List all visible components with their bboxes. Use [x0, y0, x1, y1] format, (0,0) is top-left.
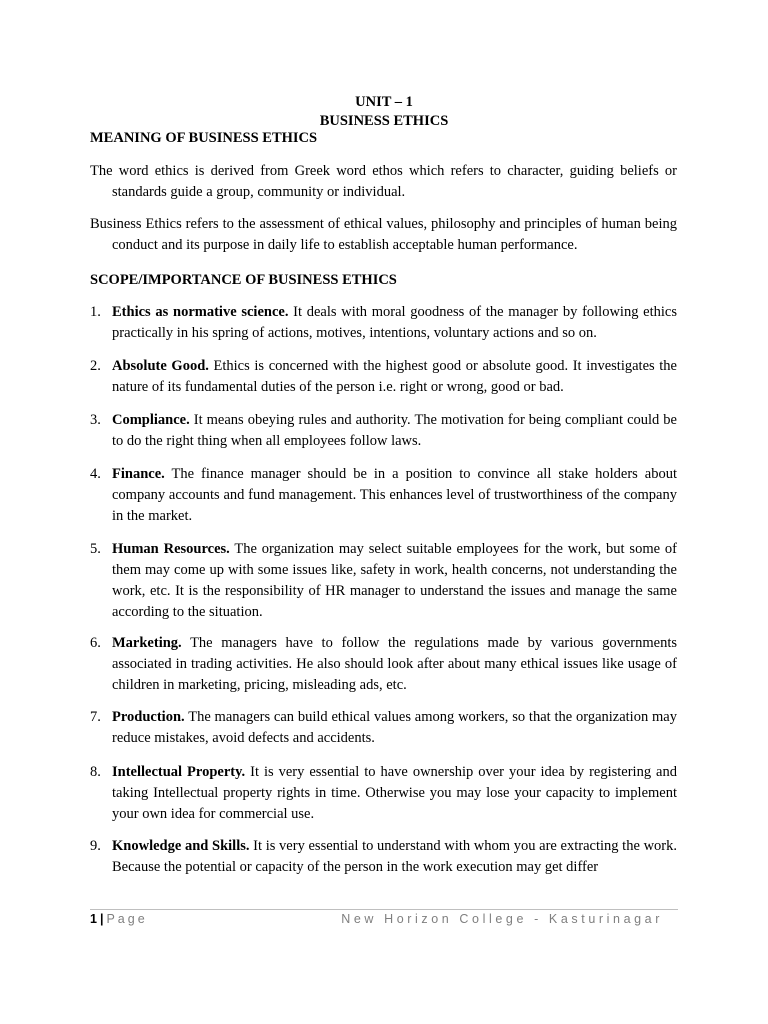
item-text: The finance manager should be in a position to convince all stake holders about company accounts and fund management. This enhances level of trustworthiness of the company in the market. — [112, 466, 677, 524]
list-item — [90, 633, 677, 696]
item-number: 2. — [90, 358, 101, 374]
item-lead: Finance. — [112, 466, 165, 482]
item-text: It is very essential to have ownership over your idea by registering and taking Intellectual property rights in time. Otherwise you may lose your capacity to implement your own idea for commercial use. — [112, 764, 677, 822]
list-item — [90, 762, 677, 825]
meaning-paragraph-1: The word ethics is derived from Greek word ethos which refers to character, guiding beliefs or standards guide a group, community or individual. — [90, 163, 677, 200]
list-item — [90, 707, 677, 749]
list-item — [90, 464, 677, 527]
item-text: It means obeying rules and authority. The motivation for being compliant could be to do the right thing when all employees follow laws. — [112, 412, 677, 449]
item-number: 6. — [90, 635, 101, 651]
scope-heading: SCOPE/IMPORTANCE OF BUSINESS ETHICS — [90, 272, 397, 288]
meaning-paragraph-2: Business Ethics refers to the assessment of ethical values, philosophy and principles of human being conduct and its purpose in daily life to establish acceptable human performance. — [90, 216, 677, 253]
item-text: The managers have to follow the regulations made by various governments associated in trading activities. He also should look after about many ethical issues like usage of children in marketing, pricing, misleading ads, etc. — [112, 635, 677, 693]
item-number: 8. — [90, 764, 101, 780]
list-item — [90, 356, 677, 398]
list-item — [90, 836, 677, 878]
item-number: 5. — [90, 541, 101, 557]
item-lead: Production. — [112, 709, 185, 725]
item-lead: Ethics as normative science. — [112, 304, 289, 320]
footer-divider — [90, 909, 678, 910]
item-number: 3. — [90, 412, 101, 428]
list-item — [90, 410, 677, 452]
item-lead: Compliance. — [112, 412, 190, 428]
item-number: 4. — [90, 466, 101, 482]
item-lead: Intellectual Property. — [112, 764, 246, 780]
list-item — [90, 302, 677, 344]
item-number: 7. — [90, 709, 101, 725]
footer-page-label — [90, 912, 148, 926]
item-text: Ethics is concerned with the highest good or absolute good. It investigates the nature of its fundamental duties of the person i.e. right or wrong, good or bad. — [112, 358, 677, 395]
item-lead: Knowledge and Skills. — [112, 838, 250, 854]
item-number: 1. — [90, 304, 101, 320]
page-number: 1 — [90, 912, 97, 926]
item-lead: Absolute Good. — [112, 358, 209, 374]
item-lead: Marketing. — [112, 635, 182, 651]
footer-separator: | — [99, 912, 104, 926]
subject-title: BUSINESS ETHICS — [319, 113, 449, 129]
item-number: 9. — [90, 838, 101, 854]
meaning-heading: MEANING OF BUSINESS ETHICS — [90, 130, 318, 146]
unit-title: UNIT – 1 — [355, 94, 413, 110]
page-word: Page — [106, 912, 148, 926]
item-text: The organization may select suitable employees for the work, but some of them may come up with some issues like, safety in work, health concerns, not understanding the work, etc. It is the responsibility of HR manager to understand the issues and manage the same according to the situation. — [112, 541, 677, 620]
item-text: The managers can build ethical values among workers, so that the organization may reduce mistakes, avoid defects and accidents. — [112, 709, 677, 746]
item-lead: Human Resources. — [112, 541, 230, 557]
item-text: It is very essential to understand with whom you are extracting the work. Because the potential or capacity of the person in the work execution may get differ — [112, 838, 678, 875]
list-item — [90, 539, 677, 623]
footer-college-name: New Horizon College - Kasturinagar — [341, 912, 663, 926]
item-text: It deals with moral goodness of the manager by following ethics practically in his spring of actions, motives, intentions, voluntary actions and so on. — [112, 304, 677, 341]
